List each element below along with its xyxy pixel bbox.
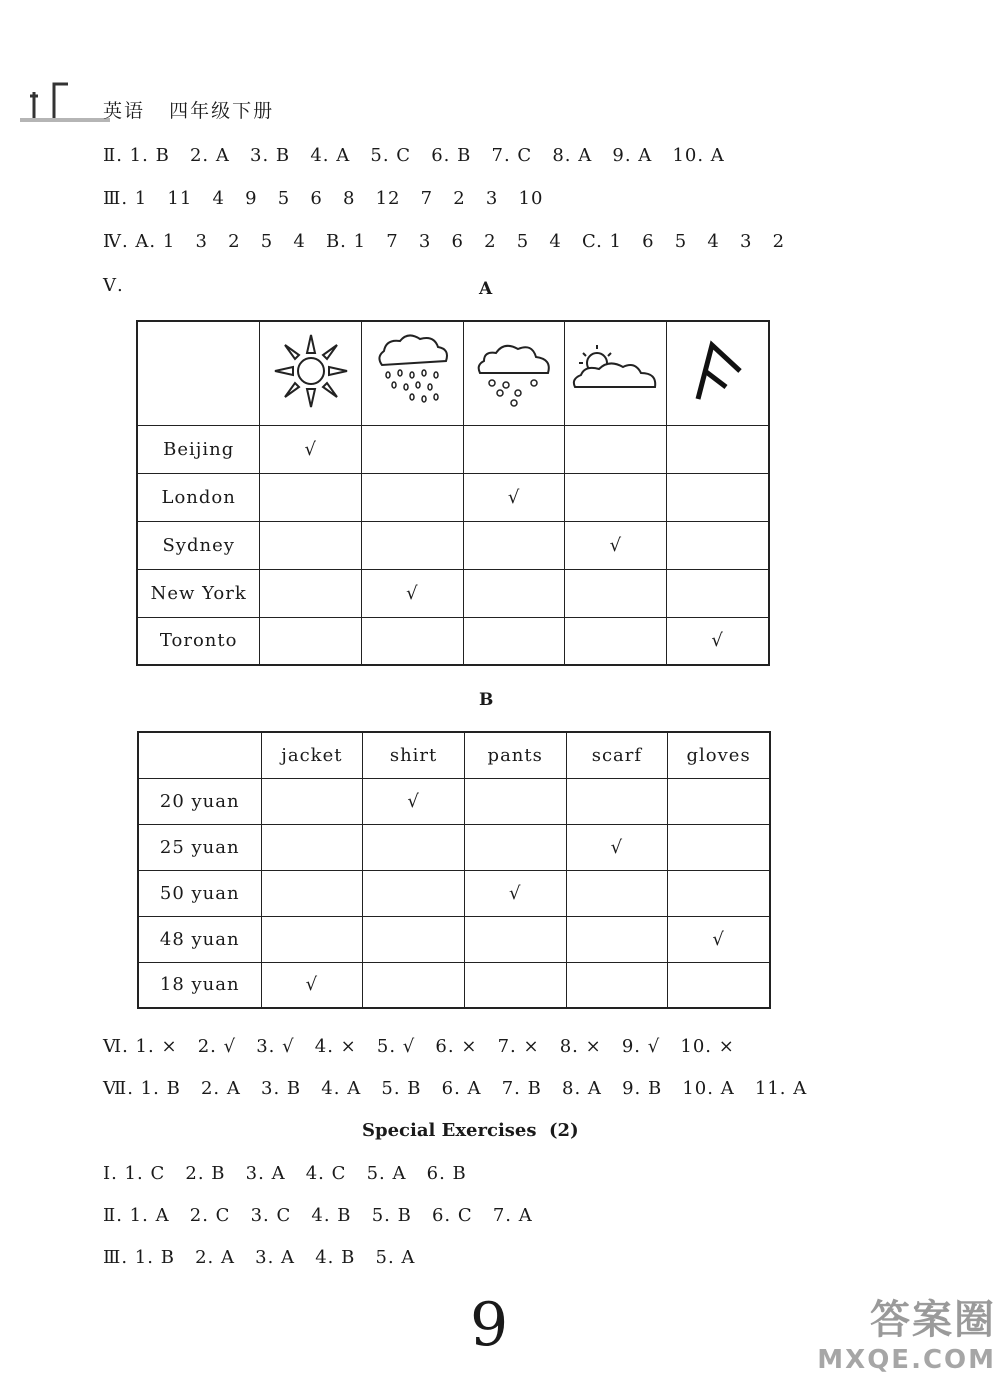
tick-mark	[463, 521, 565, 569]
tick-mark	[261, 778, 363, 824]
tick-mark	[667, 569, 769, 617]
tick-mark	[463, 617, 565, 665]
answer-line-3: Ⅲ. 1 11 4 9 5 6 8 12 7 2 3 10	[103, 188, 544, 209]
tick-mark	[566, 916, 668, 962]
price-label: 48 yuan	[138, 916, 261, 962]
city-label: Sydney	[137, 521, 260, 569]
table-row	[138, 778, 770, 824]
tick-mark	[362, 425, 464, 473]
watermark-logo	[806, 1288, 996, 1388]
tick-mark	[363, 824, 465, 870]
page-number: 9	[470, 1290, 509, 1360]
tick-mark: √	[668, 916, 770, 962]
tick-mark: √	[566, 824, 668, 870]
tick-mark: √	[667, 617, 769, 665]
header-underline	[20, 118, 110, 122]
page-header-title: 英语 四年级下册	[103, 100, 275, 122]
table-b-label: B	[479, 690, 494, 710]
tick-mark	[463, 425, 565, 473]
tick-mark	[363, 870, 465, 916]
city-label: New York	[137, 569, 260, 617]
table-row	[138, 962, 770, 1008]
tick-mark	[463, 569, 565, 617]
tick-mark	[362, 617, 464, 665]
tick-mark	[363, 916, 465, 962]
table-row	[137, 521, 769, 569]
tick-mark	[464, 778, 566, 824]
watermark-url: MXQE.COM	[817, 1345, 996, 1375]
tick-mark	[565, 473, 667, 521]
column-header: pants	[464, 732, 566, 778]
tick-mark	[260, 473, 362, 521]
tick-mark	[667, 425, 769, 473]
answer-line-4: Ⅳ. A. 1 3 2 5 4 B. 1 7 3 6 2 5 4 C. 1 6 5 4 3 2	[103, 231, 786, 252]
weather-table	[136, 320, 770, 666]
price-label: 25 yuan	[138, 824, 261, 870]
tick-mark	[565, 569, 667, 617]
watermark-text: 答案圈	[870, 1297, 996, 1343]
tick-mark	[668, 824, 770, 870]
tick-mark	[566, 870, 668, 916]
tick-mark: √	[463, 473, 565, 521]
tick-mark	[668, 962, 770, 1008]
price-label: 20 yuan	[138, 778, 261, 824]
column-header: jacket	[261, 732, 363, 778]
table-row	[138, 824, 770, 870]
snow-cloud-icon	[463, 321, 565, 425]
windy-flag-icon	[667, 321, 769, 425]
tick-mark	[668, 870, 770, 916]
answer-line-5: Ⅴ.	[103, 275, 124, 296]
tick-mark: √	[260, 425, 362, 473]
price-label: 18 yuan	[138, 962, 261, 1008]
tick-mark: √	[362, 569, 464, 617]
tick-mark	[261, 824, 363, 870]
tick-mark	[566, 962, 668, 1008]
table-row	[137, 569, 769, 617]
answer-line-7: Ⅶ. 1. B 2. A 3. B 4. A 5. B 6. A 7. B 8. A 9. B 10. A 11. A	[103, 1078, 808, 1099]
tick-mark	[363, 962, 465, 1008]
tick-mark	[566, 778, 668, 824]
tick-mark	[261, 916, 363, 962]
column-header: gloves	[668, 732, 770, 778]
special-line-3: Ⅲ. 1. B 2. A 3. A 4. B 5. A	[103, 1247, 416, 1268]
tick-mark	[362, 473, 464, 521]
tick-mark: √	[261, 962, 363, 1008]
tick-mark	[260, 569, 362, 617]
column-header: scarf	[566, 732, 668, 778]
tick-mark	[362, 521, 464, 569]
table-a-label: A	[479, 279, 493, 299]
price-label: 50 yuan	[138, 870, 261, 916]
tick-mark	[260, 521, 362, 569]
table-row	[137, 425, 769, 473]
sun-behind-cloud-icon	[565, 321, 667, 425]
clothes-header-row	[138, 732, 770, 778]
tick-mark	[464, 824, 566, 870]
special-exercises-title: Special Exercises (2)	[362, 1120, 579, 1141]
column-header: shirt	[363, 732, 465, 778]
special-line-2: Ⅱ. 1. A 2. C 3. C 4. B 5. B 6. C 7. A	[103, 1205, 533, 1226]
tick-mark: √	[464, 870, 566, 916]
tick-mark	[464, 916, 566, 962]
table-row	[137, 473, 769, 521]
city-label: Toronto	[137, 617, 260, 665]
city-label: London	[137, 473, 260, 521]
table-row	[138, 916, 770, 962]
clothes-price-table	[137, 731, 771, 1009]
sun-icon	[260, 321, 362, 425]
tick-mark: √	[363, 778, 465, 824]
rain-cloud-icon	[362, 321, 464, 425]
tick-mark: √	[565, 521, 667, 569]
tick-mark	[667, 473, 769, 521]
book-logo-icon	[28, 78, 88, 122]
answer-line-6: Ⅵ. 1. × 2. √ 3. √ 4. × 5. √ 6. × 7. × 8. × 9. √ 10. ×	[103, 1036, 735, 1057]
tick-mark	[260, 617, 362, 665]
table-row	[137, 617, 769, 665]
tick-mark	[565, 425, 667, 473]
tick-mark	[667, 521, 769, 569]
weather-header-row	[137, 321, 769, 425]
city-label: Beijing	[137, 425, 260, 473]
answer-line-2: Ⅱ. 1. B 2. A 3. B 4. A 5. C 6. B 7. C 8. A 9. A 10. A	[103, 145, 725, 166]
tick-mark	[668, 778, 770, 824]
tick-mark	[261, 870, 363, 916]
tick-mark	[464, 962, 566, 1008]
table-row	[138, 870, 770, 916]
tick-mark	[565, 617, 667, 665]
special-line-1: Ⅰ. 1. C 2. B 3. A 4. C 5. A 6. B	[103, 1163, 467, 1184]
